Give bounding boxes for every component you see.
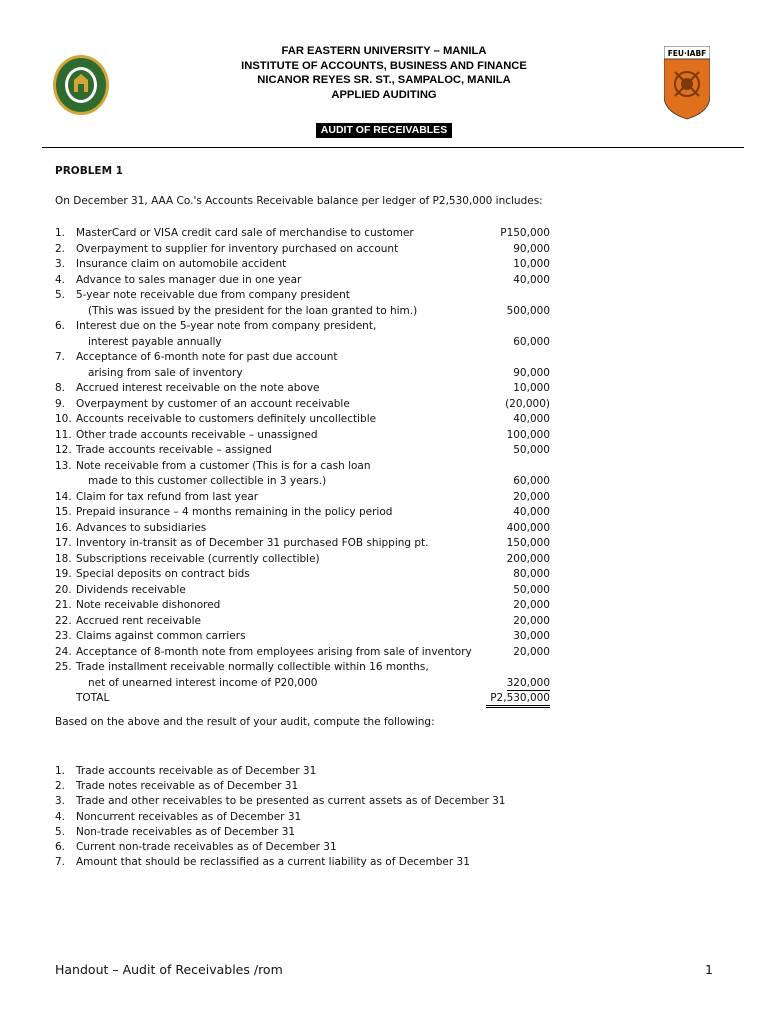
item-amount: 40,000 <box>513 506 550 518</box>
item-description: Subscriptions receivable (currently collectible) <box>76 552 320 565</box>
question-text: Trade notes receivable as of December 31 <box>76 780 299 793</box>
item-number: 3. <box>55 258 66 270</box>
document-header <box>0 44 768 102</box>
header-university: FAR EASTERN UNIVERSITY – MANILA <box>281 45 487 57</box>
list-item <box>55 273 555 289</box>
item-number: 22. <box>55 614 72 627</box>
item-description: Advance to sales manager due in one year <box>76 273 302 286</box>
item-number: 5. <box>55 289 66 301</box>
list-item <box>55 226 555 242</box>
list-item <box>55 288 555 304</box>
list-item <box>55 536 555 552</box>
header-address: NICANOR REYES SR. ST., SAMPALOC, MANILA <box>257 74 511 86</box>
list-item <box>55 505 555 521</box>
list-item <box>55 583 555 599</box>
item-description: Trade installment receivable normally collectible within 16 months, <box>76 661 429 673</box>
list-item <box>55 474 555 490</box>
item-number: 16. <box>55 521 72 534</box>
item-description: made to this customer collectible in 3 years.) <box>88 475 327 487</box>
list-item <box>55 428 555 444</box>
problem-label: PROBLEM 1 <box>55 165 123 177</box>
question-number: 4. <box>55 810 66 823</box>
list-item <box>55 319 555 335</box>
item-description: Trade accounts receivable – assigned <box>76 444 272 456</box>
item-number: 14. <box>55 490 72 503</box>
item-description: TOTAL <box>76 692 110 704</box>
list-item <box>55 614 555 630</box>
item-number: 15. <box>55 506 72 518</box>
item-amount: 60,000 <box>513 475 550 487</box>
item-description: Insurance claim on automobile accident <box>76 258 287 270</box>
item-description: Inventory in-transit as of December 31 purchased FOB shipping pt. <box>76 537 429 549</box>
item-amount: 30,000 <box>513 630 550 642</box>
item-description: Advances to subsidiaries <box>76 521 207 534</box>
item-description: Note receivable dishonored <box>76 599 221 611</box>
list-item <box>55 242 555 258</box>
list-item <box>55 366 555 382</box>
item-amount: 20,000 <box>513 490 550 503</box>
question-number: 5. <box>55 825 66 838</box>
item-amount: 500,000 <box>506 304 550 317</box>
item-amount: 10,000 <box>513 258 550 270</box>
item-description: Note receivable from a customer (This is for a cash loan <box>76 459 371 472</box>
list-item <box>55 645 555 661</box>
item-number: 20. <box>55 583 72 596</box>
question-text: Current non-trade receivables as of December 31 <box>76 840 337 853</box>
question-number: 6. <box>55 840 66 853</box>
list-item <box>55 412 555 428</box>
document-title-text: AUDIT OF RECEIVABLES <box>316 123 452 138</box>
item-amount: 150,000 <box>506 537 550 549</box>
item-number: 8. <box>55 382 66 394</box>
item-number: 21. <box>55 599 72 611</box>
item-number: 13. <box>55 459 72 472</box>
item-number: 10. <box>55 413 72 425</box>
list-item <box>55 304 555 320</box>
question-text: Trade accounts receivable as of December 31 <box>76 765 317 777</box>
item-description: Accrued rent receivable <box>76 614 202 627</box>
header-institute: INSTITUTE OF ACCOUNTS, BUSINESS AND FINANCE <box>241 59 527 72</box>
header-divider <box>42 147 744 148</box>
instructions-text: Based on the above and the result of your audit, compute the following: <box>55 716 435 728</box>
item-description: Overpayment to supplier for inventory purchased on account <box>76 242 399 255</box>
total-row <box>55 691 555 707</box>
item-number: 23. <box>55 630 72 642</box>
list-item <box>55 350 555 366</box>
item-amount: 80,000 <box>513 568 550 580</box>
item-amount: 90,000 <box>513 366 550 379</box>
item-description: MasterCard or VISA credit card sale of merchandise to customer <box>76 227 414 239</box>
page-number: 1 <box>705 962 713 977</box>
item-description: (This was issued by the president for the loan granted to him.) <box>88 304 418 317</box>
item-amount: 20,000 <box>513 599 550 611</box>
list-item <box>55 598 555 614</box>
list-item <box>55 381 555 397</box>
list-item <box>55 443 555 459</box>
list-item <box>55 521 555 537</box>
item-description: Claims against common carriers <box>76 630 246 642</box>
item-amount: P2,530,000 <box>486 691 550 708</box>
item-amount: 60,000 <box>513 335 550 348</box>
item-description: Acceptance of 8-month note from employees arising from sale of inventory <box>76 645 472 658</box>
item-description: Dividends receivable <box>76 583 186 596</box>
problem-intro: On December 31, AAA Co.'s Accounts Receivable balance per ledger of P2,530,000 includes: <box>55 195 543 207</box>
item-amount: 50,000 <box>513 583 550 596</box>
item-description: interest payable annually <box>88 335 222 348</box>
item-amount: 100,000 <box>506 428 550 441</box>
item-description: net of unearned interest income of P20,000 <box>88 676 318 689</box>
item-amount: 40,000 <box>513 413 550 425</box>
item-amount: 400,000 <box>506 521 550 534</box>
item-amount: 40,000 <box>513 273 550 286</box>
question-text: Noncurrent receivables as of December 31 <box>76 810 302 823</box>
item-number: 12. <box>55 444 72 456</box>
list-item <box>55 257 555 273</box>
footer-text: Handout – Audit of Receivables /rom <box>55 962 283 977</box>
item-number: 7. <box>55 351 66 363</box>
item-number: 19. <box>55 568 72 580</box>
list-item <box>55 490 555 506</box>
item-amount: P150,000 <box>500 227 550 239</box>
item-number: 1. <box>55 227 66 239</box>
item-description: Other trade accounts receivable – unassigned <box>76 428 318 441</box>
document-title <box>0 118 768 138</box>
item-number: 18. <box>55 552 72 565</box>
item-description: 5-year note receivable due from company president <box>76 289 350 301</box>
item-amount: 90,000 <box>513 242 550 255</box>
question-number: 2. <box>55 780 66 793</box>
item-description: Claim for tax refund from last year <box>76 490 259 503</box>
list-item <box>55 660 555 676</box>
item-description: arising from sale of inventory <box>88 366 243 379</box>
item-amount: (20,000) <box>505 397 550 410</box>
question-number: 3. <box>55 795 66 808</box>
shield-label: FEU·IABF <box>667 49 707 58</box>
item-amount: 20,000 <box>513 645 550 658</box>
receivables-list <box>55 226 555 707</box>
list-item <box>55 567 555 583</box>
item-description: Interest due on the 5-year note from company president, <box>76 320 377 332</box>
item-number: 11. <box>55 428 72 441</box>
item-description: Prepaid insurance – 4 months remaining in the policy period <box>76 506 393 518</box>
list-item <box>55 629 555 645</box>
question-text: Amount that should be reclassified as a current liability as of December 31 <box>76 856 470 869</box>
item-number: 17. <box>55 537 72 549</box>
question-number: 1. <box>55 765 66 777</box>
item-number: 24. <box>55 645 72 658</box>
item-number: 25. <box>55 661 72 673</box>
list-item <box>55 459 555 475</box>
item-amount: 10,000 <box>513 382 550 394</box>
item-amount: 320,000 <box>506 676 550 689</box>
header-course: APPLIED AUDITING <box>331 88 437 101</box>
item-description: Overpayment by customer of an account receivable <box>76 397 350 410</box>
list-item <box>55 335 555 351</box>
list-item <box>55 552 555 568</box>
item-number: 2. <box>55 242 66 255</box>
item-number: 6. <box>55 320 66 332</box>
list-item <box>55 397 555 413</box>
item-description: Accrued interest receivable on the note above <box>76 382 320 394</box>
item-number: 9. <box>55 397 66 410</box>
item-description: Accounts receivable to customers definitely uncollectible <box>76 413 377 425</box>
question-text: Non-trade receivables as of December 31 <box>76 825 296 838</box>
item-description: Acceptance of 6-month note for past due account <box>76 351 338 363</box>
item-number: 4. <box>55 273 66 286</box>
question-number: 7. <box>55 856 66 869</box>
item-amount: 50,000 <box>513 444 550 456</box>
question-text: Trade and other receivables to be presented as current assets as of December 31 <box>76 795 506 808</box>
list-item <box>55 676 555 692</box>
item-amount: 20,000 <box>513 614 550 627</box>
item-description: Special deposits on contract bids <box>76 568 250 580</box>
item-amount: 200,000 <box>506 552 550 565</box>
